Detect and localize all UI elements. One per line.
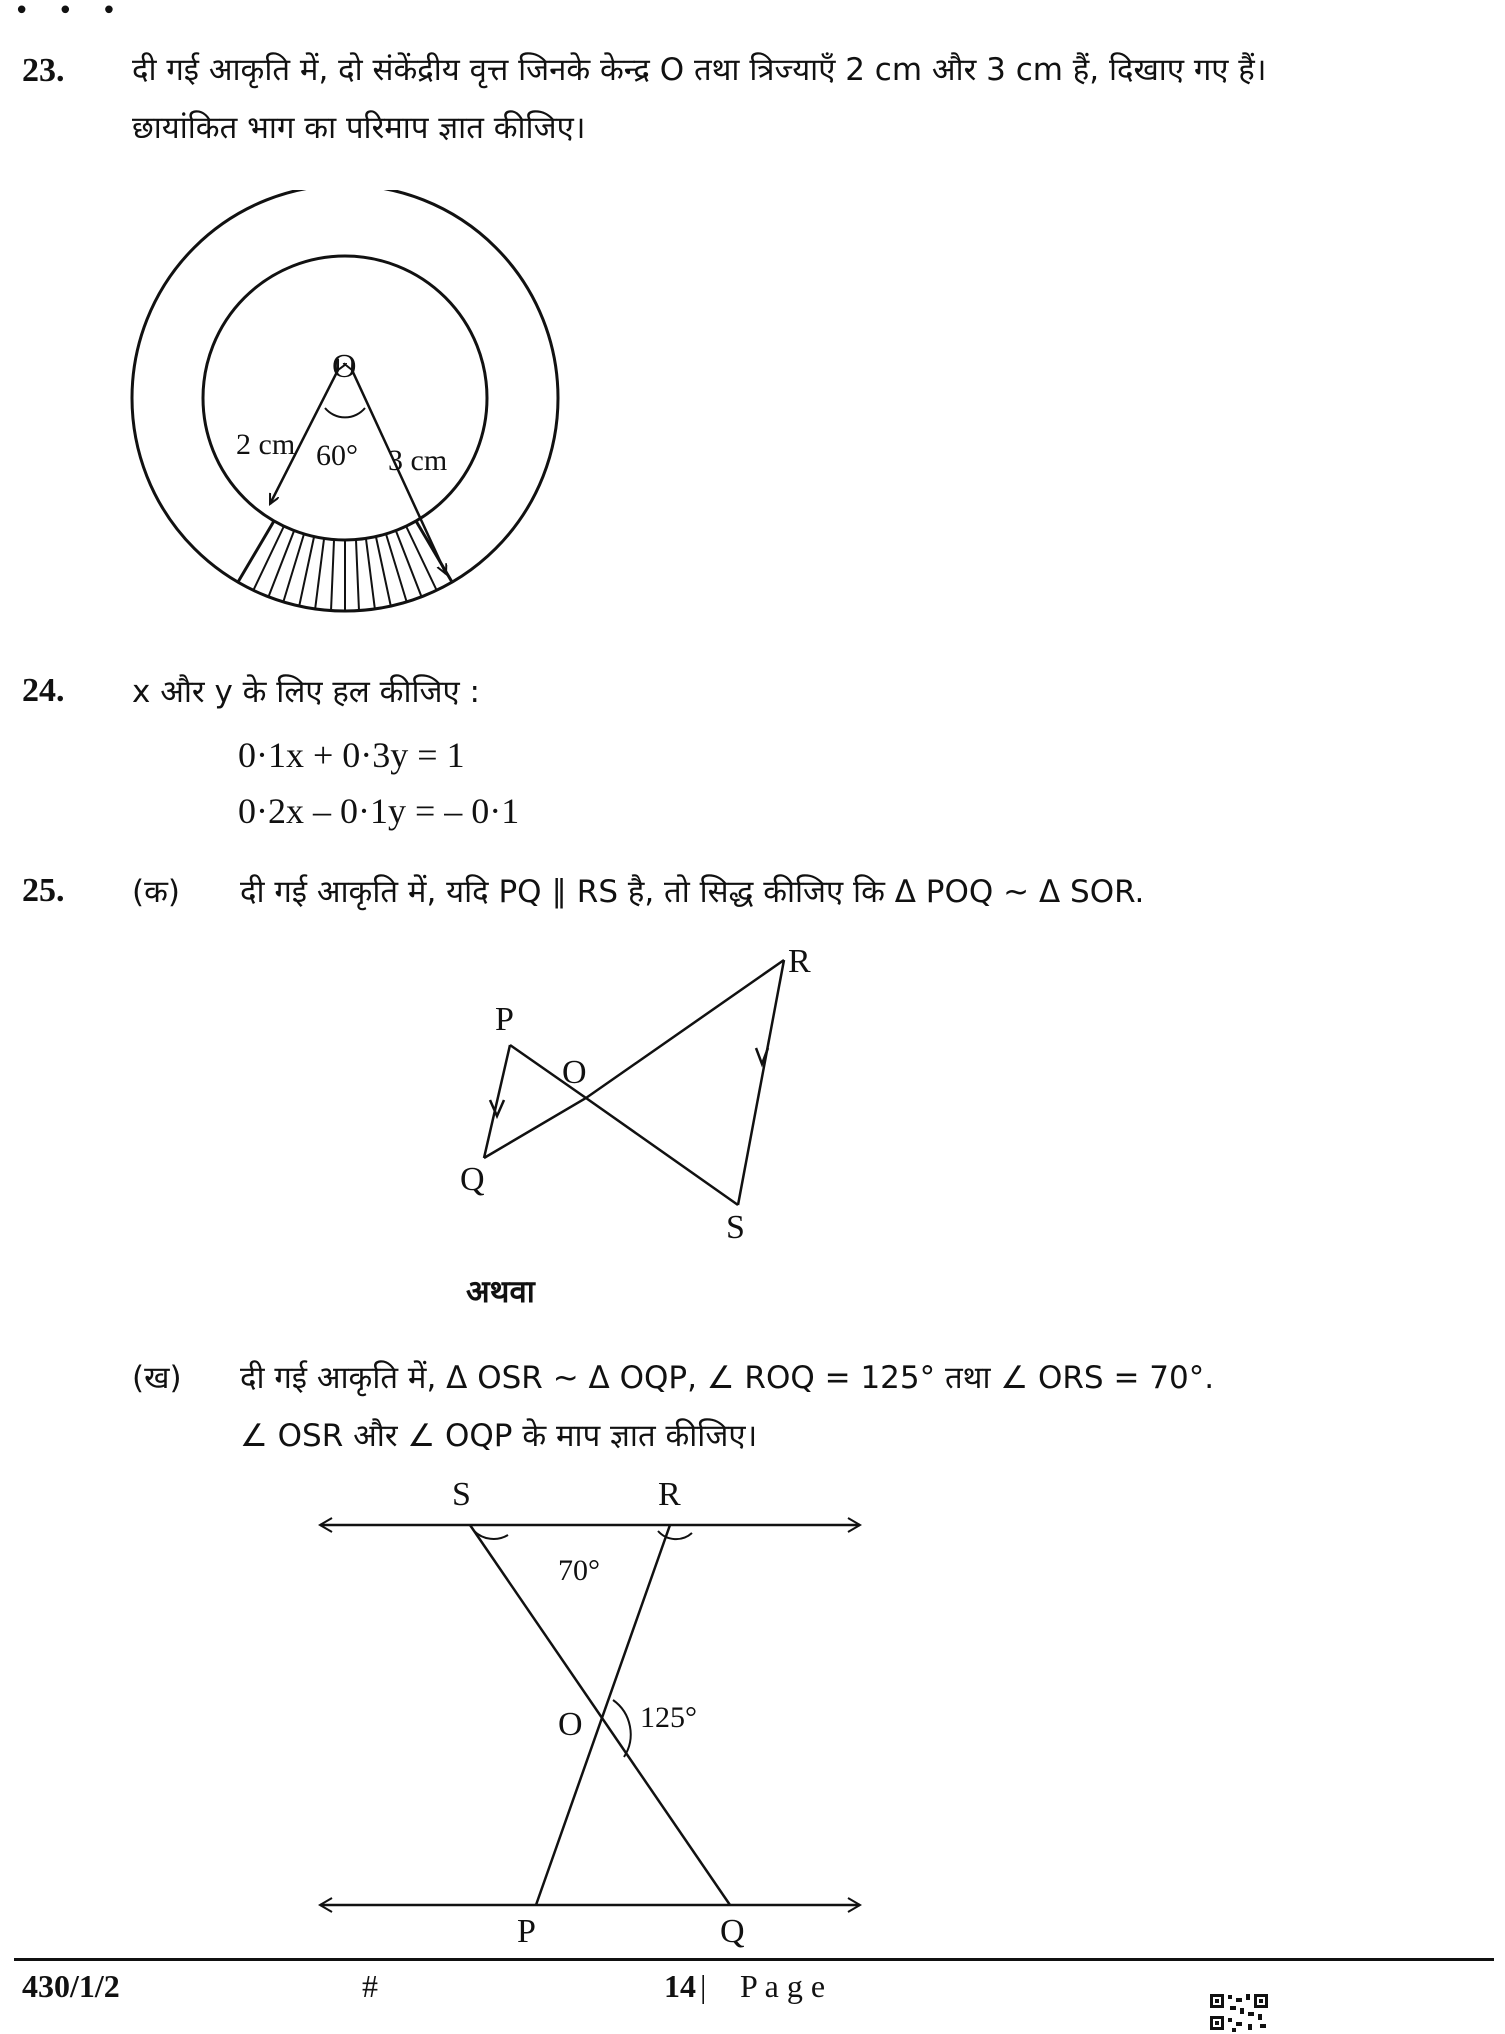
part-a-label: (क) [132, 874, 180, 910]
label-s: S [452, 1476, 471, 1513]
equation-1: 0·1x + 0·3y = 1 [238, 735, 465, 775]
page-number: 14 [664, 1968, 696, 2004]
angle-label: 60° [316, 439, 358, 472]
label-p: P [517, 1913, 536, 1950]
question-23-text-line1: दी गई आकृति में, दो संकेंद्रीय वृत्त जिनके केन्द्र O तथा त्रिज्याएँ 2 cm और 3 cm हैं, दिखाए गए हैं। [132, 52, 1267, 88]
label-q: Q [460, 1161, 485, 1198]
segment-r-s [738, 960, 784, 1205]
part-b-label: (ख) [132, 1360, 182, 1396]
question-23-text-line2: छायांकित भाग का परिमाप ज्ञात कीजिए। [132, 110, 586, 146]
label-s: S [726, 1209, 745, 1246]
concentric-circles-figure [120, 190, 580, 640]
top-dots: • • • [14, 0, 127, 26]
part-a-text: दी गई आकृति में, यदि PQ ∥ RS है, तो सिद्ध कीजिए कि Δ POQ ~ Δ SOR. [240, 874, 1145, 910]
outer-radius-label: 3 cm [388, 444, 448, 477]
footer-rule [14, 1958, 1494, 1961]
angle-arc [325, 408, 365, 417]
qr-code-icon [1208, 1992, 1272, 2032]
angle-70-label: 70° [558, 1554, 600, 1587]
figure-pq-parallel-rs [440, 930, 860, 1260]
label-p: P [495, 1001, 514, 1038]
label-q: Q [720, 1913, 745, 1950]
angle-arc-r [658, 1531, 692, 1539]
label-o: O [562, 1054, 587, 1091]
inner-circle [203, 256, 487, 540]
center-label-o: O [332, 348, 357, 385]
segment-p-q [484, 1045, 510, 1158]
angle-125-label: 125° [640, 1701, 697, 1734]
segment-p-s [510, 1045, 738, 1205]
or-separator: अथवा [466, 1274, 535, 1310]
label-o: O [558, 1706, 583, 1743]
hash-mark: # [362, 1968, 378, 2004]
question-23-number: 23. [22, 52, 65, 89]
question-25-number: 25. [22, 872, 65, 909]
page-word: P a g e [740, 1968, 826, 2004]
part-b-text-line2: ∠ OSR और ∠ OQP के माप ज्ञात कीजिए। [240, 1418, 758, 1454]
label-r: R [788, 943, 811, 980]
question-24-text: x और y के लिए हल कीजिए : [132, 674, 480, 710]
paper-code: 430/1/2 [22, 1968, 120, 2004]
figure-intersecting-lines [310, 1475, 880, 1950]
equation-2: 0·2x – 0·1y = – 0·1 [238, 791, 520, 831]
part-b-text-line1: दी गई आकृति में, Δ OSR ~ Δ OQP, ∠ ROQ = 125° तथा ∠ ORS = 70°. [240, 1360, 1215, 1396]
page-separator: | [700, 1968, 707, 2004]
label-r: R [658, 1476, 681, 1513]
inner-radius-label: 2 cm [236, 428, 296, 461]
question-24-number: 24. [22, 672, 65, 709]
arrow-rs [756, 1048, 768, 1064]
